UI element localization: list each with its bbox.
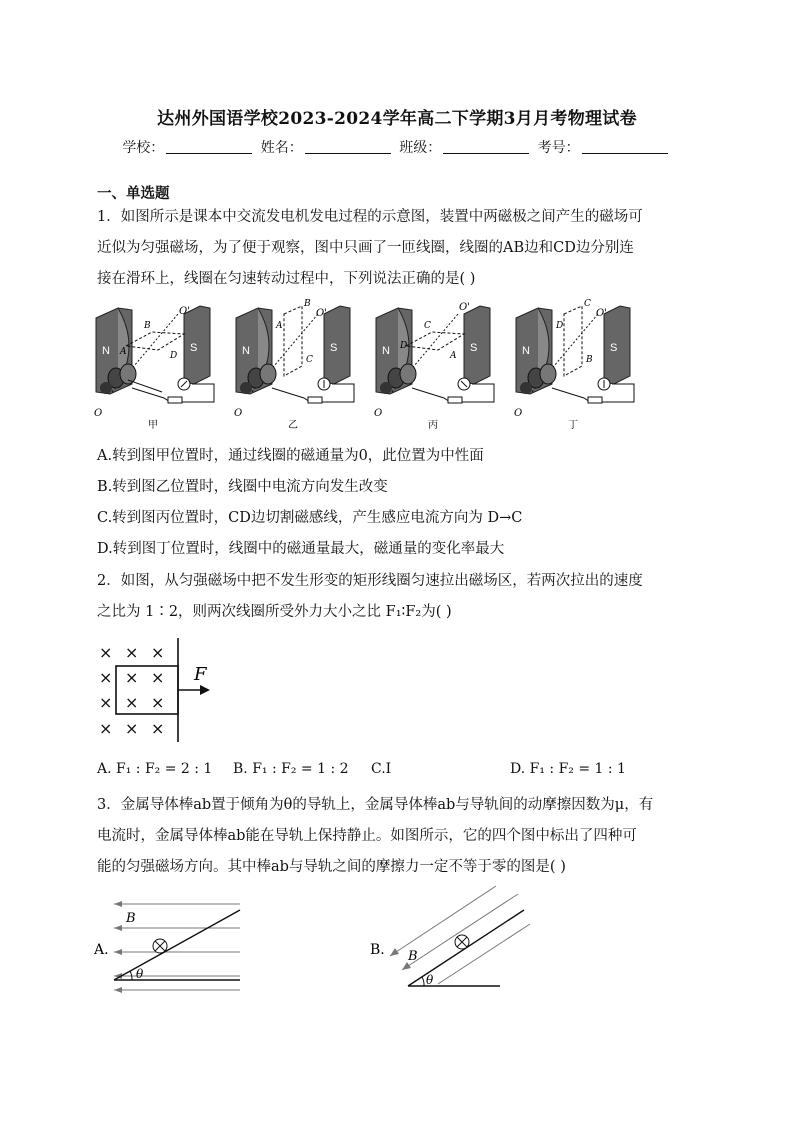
q1-option-c[interactable]: C.转到图丙位置时，CD边切割磁感线，产生感应电流方向为 D→C bbox=[97, 510, 523, 526]
q1-option-a[interactable]: A.转到图甲位置时，通过线圈的磁通量为0，此位置为中性面 bbox=[97, 448, 484, 464]
q2-option-b[interactable]: B. F₁ : F₂ = 1 : 2 bbox=[233, 761, 349, 777]
svg-text:×: × bbox=[99, 693, 113, 712]
svg-text:×: × bbox=[125, 719, 139, 738]
svg-text:×: × bbox=[151, 643, 165, 662]
field-label-b: B bbox=[408, 949, 418, 964]
svg-text:×: × bbox=[151, 668, 165, 687]
q2-line-1: 2．如图，从匀强磁场中把不发生形变的矩形线圈匀速拉出磁场区，若两次拉出的速度 bbox=[97, 573, 643, 589]
svg-text:N: N bbox=[522, 345, 530, 357]
svg-text:A: A bbox=[450, 351, 457, 361]
generator-ding bbox=[514, 299, 634, 431]
class-label: 班级： bbox=[399, 140, 442, 156]
generator-figures bbox=[92, 296, 652, 432]
figure-a-label: A. bbox=[94, 942, 109, 958]
svg-text:D: D bbox=[556, 321, 564, 331]
q1-line-3: 接在滑环上，线圈在匀速转动过程中，下列说法正确的是( ) bbox=[97, 271, 476, 287]
axis-o-label: O bbox=[94, 408, 103, 419]
svg-text:O: O bbox=[514, 408, 523, 419]
school-blank[interactable] bbox=[166, 139, 252, 154]
q1-option-d[interactable]: D.转到图丁位置时，线圈中的磁通量最大，磁通量的变化率最大 bbox=[97, 541, 505, 557]
coil-letter: D bbox=[170, 351, 178, 361]
magnet-n-label: N bbox=[102, 345, 110, 357]
q1-line-2: 近似为匀强磁场，为了便于观察，图中只画了一匝线圈，线圈的AB边和CD边分别连 bbox=[97, 240, 634, 256]
number-blank[interactable] bbox=[582, 139, 668, 154]
page-title: 达州外国语学校2023-2024学年高二下学期3月月考物理试卷 bbox=[157, 109, 637, 129]
svg-text:B: B bbox=[586, 355, 593, 365]
incline-figure-a bbox=[92, 892, 252, 1002]
q1-option-b[interactable]: B.转到图乙位置时，线圈中电流方向发生改变 bbox=[97, 479, 388, 495]
q2-line-2: 之比为 1∶2，则两次线圈所受外力大小之比 F₁∶F₂为( ) bbox=[97, 604, 452, 620]
svg-text:N: N bbox=[382, 345, 390, 357]
q3-line-3: 能的匀强磁场方向。其中棒ab与导轨之间的摩擦力一定不等于零的图是( ) bbox=[97, 859, 566, 875]
generator-bing bbox=[374, 302, 494, 431]
svg-text:O: O bbox=[234, 408, 243, 419]
name-blank[interactable] bbox=[305, 139, 391, 154]
magnetic-field-figure bbox=[96, 636, 226, 744]
name-label: 姓名： bbox=[260, 140, 303, 156]
svg-text:B: B bbox=[304, 299, 311, 309]
svg-text:×: × bbox=[151, 693, 165, 712]
q3-line-1: 3．金属导体棒ab置于倾角为θ的导轨上，金属导体棒ab与导轨间的动摩擦因数为μ，有 bbox=[97, 797, 654, 813]
svg-text:×: × bbox=[99, 719, 113, 738]
svg-text:×: × bbox=[99, 668, 113, 687]
svg-text:D: D bbox=[400, 341, 408, 351]
field-label-a: B bbox=[126, 911, 136, 926]
class-blank[interactable] bbox=[443, 139, 529, 154]
magnet-s-label: S bbox=[190, 342, 198, 354]
force-label: F bbox=[194, 664, 207, 685]
q2-option-c[interactable]: C.I bbox=[371, 761, 392, 777]
svg-text:O': O' bbox=[316, 308, 327, 319]
svg-text:O': O' bbox=[596, 308, 607, 319]
figure-label-ding: 丁 bbox=[568, 420, 578, 431]
figure-b-label: B. bbox=[370, 942, 385, 958]
q2-option-d[interactable]: D. F₁ : F₂ = 1 : 1 bbox=[510, 761, 626, 777]
generator-jia bbox=[94, 306, 214, 431]
angle-label-b: θ bbox=[426, 973, 434, 987]
svg-text:S: S bbox=[330, 342, 338, 354]
field-cross: × bbox=[99, 643, 113, 662]
svg-text:×: × bbox=[125, 643, 139, 662]
svg-text:×: × bbox=[151, 719, 165, 738]
figure-label-yi: 乙 bbox=[288, 420, 298, 431]
incline-figure-b bbox=[368, 880, 538, 992]
student-info-row bbox=[0, 137, 794, 157]
svg-text:×: × bbox=[125, 693, 139, 712]
number-label: 考号： bbox=[537, 140, 580, 156]
svg-text:O': O' bbox=[459, 302, 470, 313]
figure-label-bing: 丙 bbox=[428, 420, 438, 431]
svg-text:N: N bbox=[242, 345, 250, 357]
svg-text:S: S bbox=[470, 342, 478, 354]
svg-text:S: S bbox=[610, 342, 618, 354]
svg-text:×: × bbox=[125, 668, 139, 687]
svg-text:A: A bbox=[276, 321, 283, 331]
svg-text:C: C bbox=[584, 299, 591, 309]
section-title: 一、单选题 bbox=[97, 185, 170, 202]
figure-label-jia: 甲 bbox=[148, 420, 158, 431]
generator-yi bbox=[234, 299, 354, 431]
coil-letter: A bbox=[120, 347, 127, 357]
svg-text:C: C bbox=[424, 321, 431, 331]
svg-text:C: C bbox=[306, 355, 313, 365]
q1-line-1: 1．如图所示是课本中交流发电机发电过程的示意图，装置中两磁极之间产生的磁场可 bbox=[97, 209, 643, 225]
svg-text:O: O bbox=[374, 408, 383, 419]
coil-letter: B bbox=[144, 321, 151, 331]
school-label: 学校： bbox=[122, 140, 165, 156]
q3-line-2: 电流时，金属导体棒ab能在导轨上保持静止。如图所示，它的四个图中标出了四种可 bbox=[97, 828, 637, 844]
axis-o-prime-label: O' bbox=[179, 306, 190, 317]
q2-option-a[interactable]: A. F₁ : F₂ = 2 : 1 bbox=[97, 761, 213, 777]
angle-label-a: θ bbox=[136, 967, 144, 981]
